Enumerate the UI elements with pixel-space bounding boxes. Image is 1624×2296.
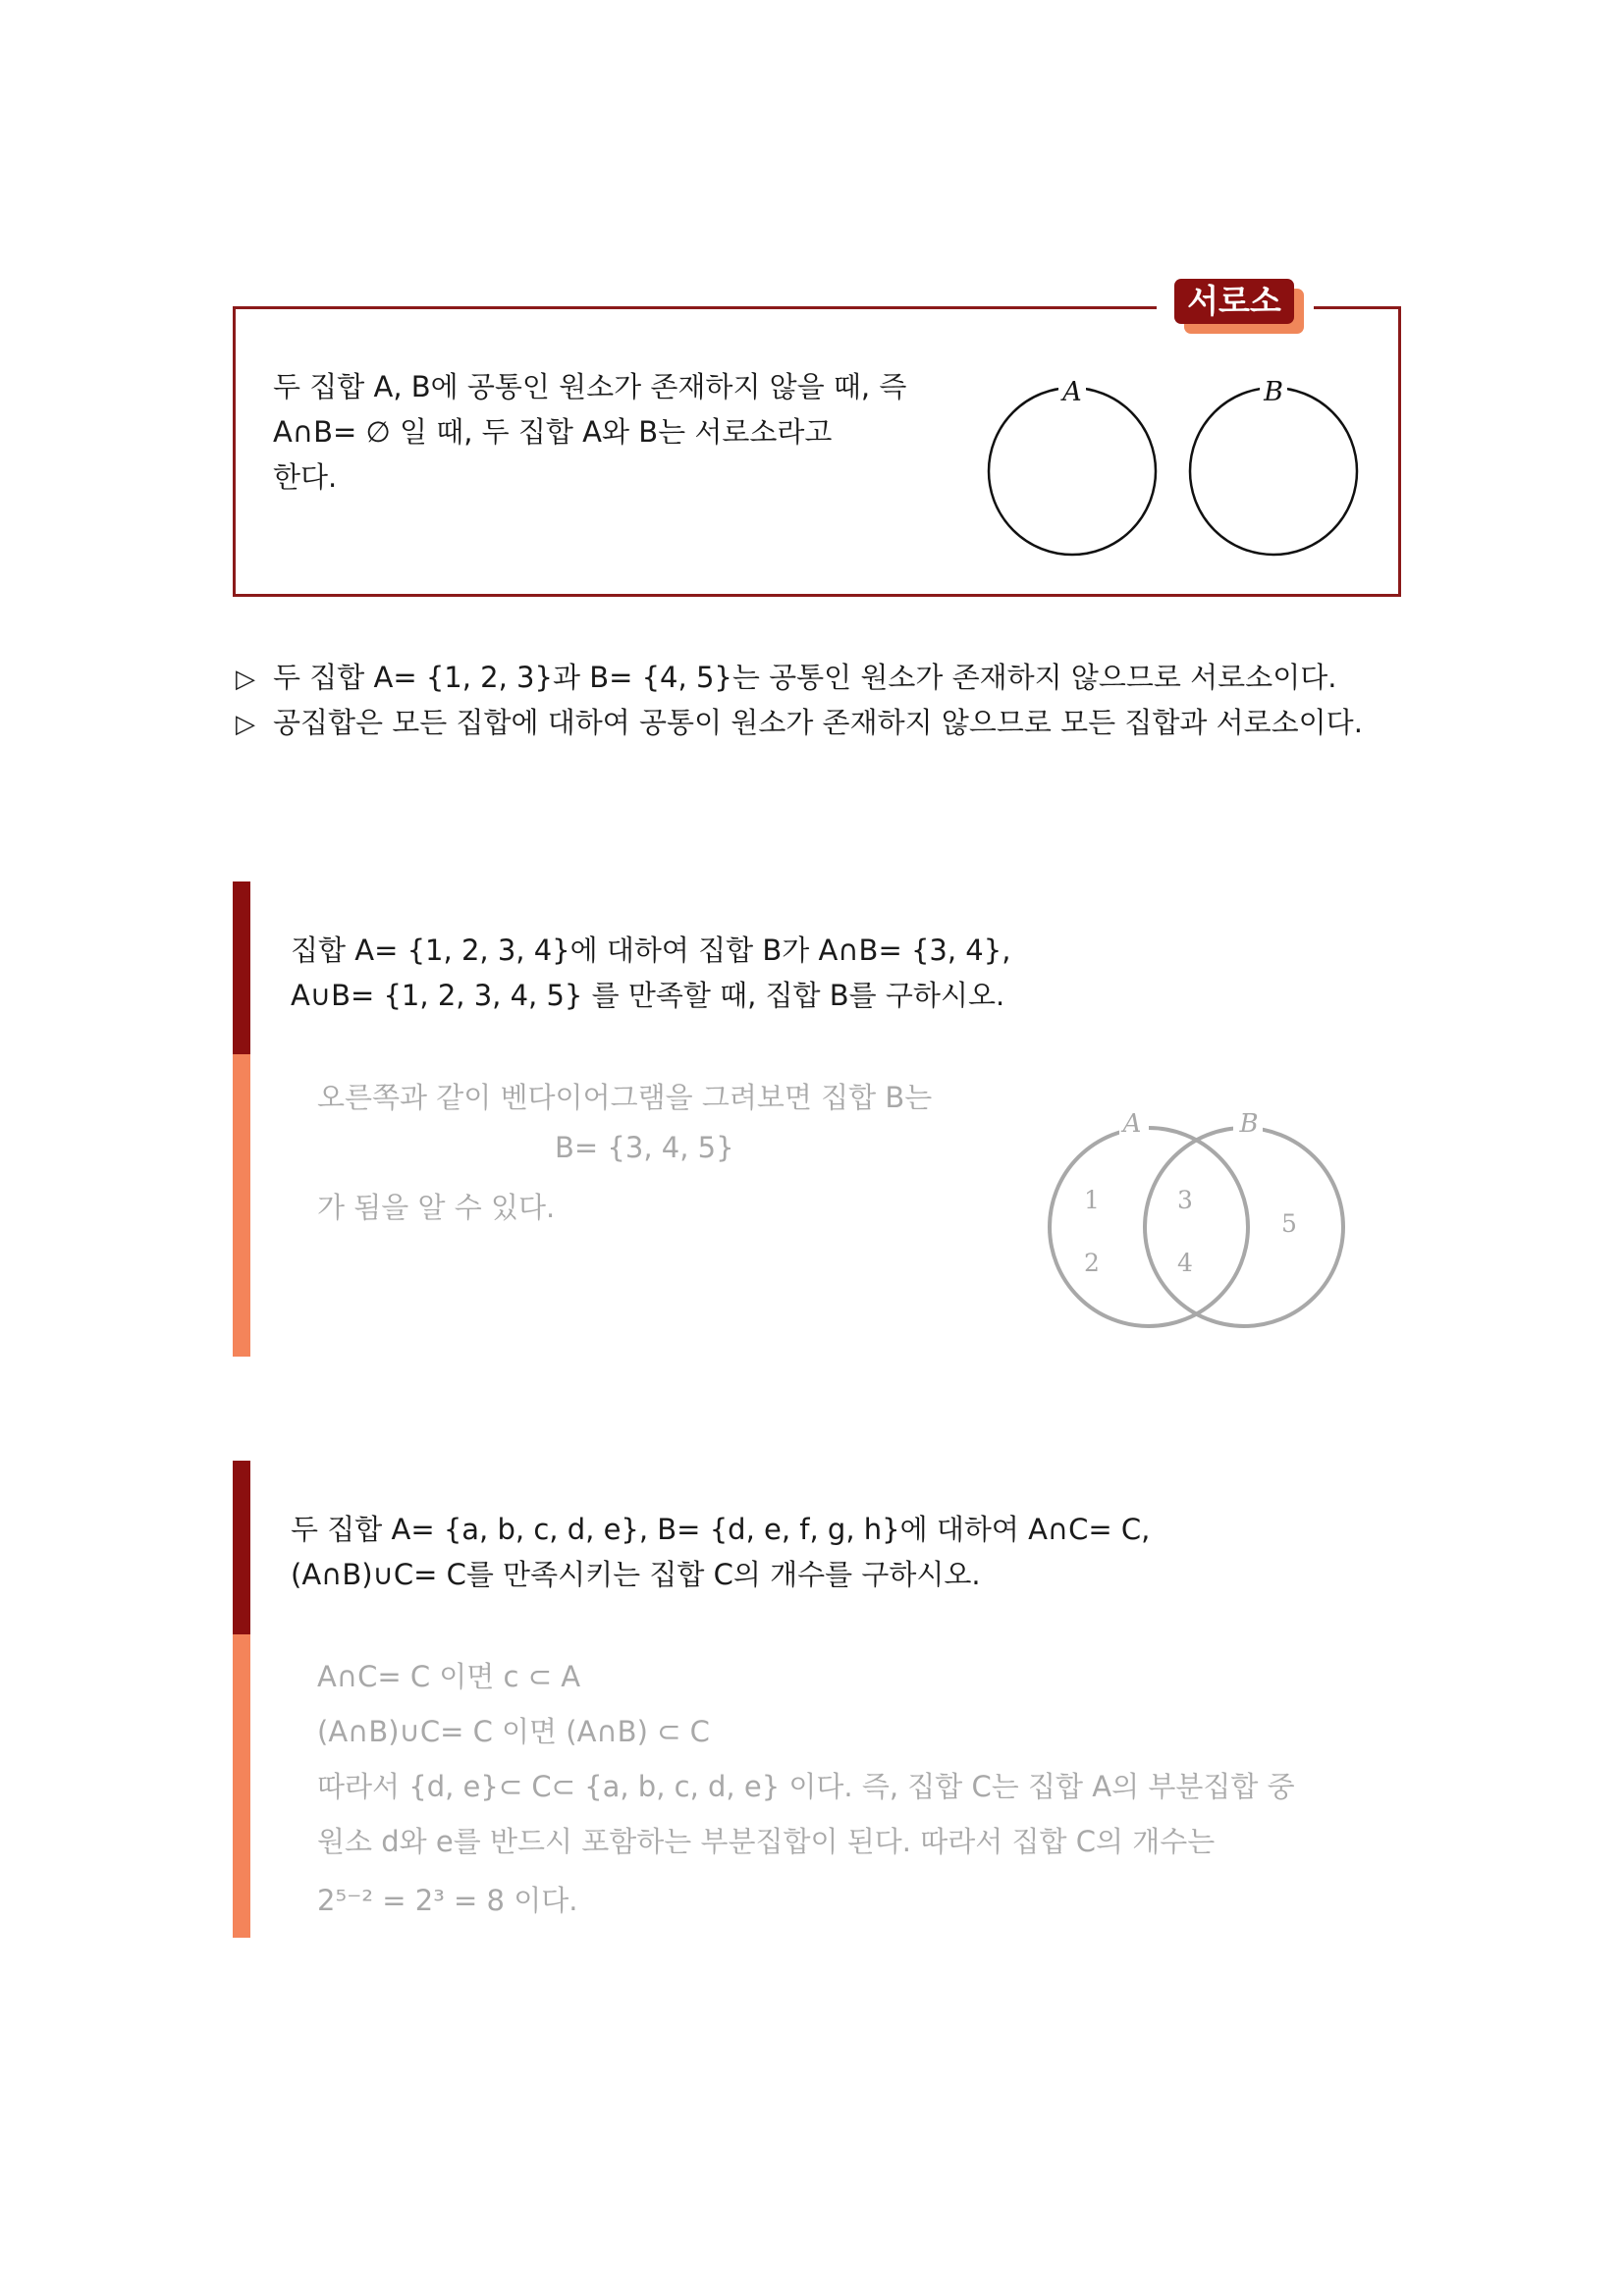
venn-label-b: B (1239, 1109, 1259, 1139)
definition-line-3: 한다. (273, 460, 338, 494)
venn-diagram (1021, 1090, 1355, 1345)
definition-line-2: A∩B= ∅ 일 때, 두 집합 A와 B는 서로소라고 (273, 415, 833, 449)
venn-circle-b (1145, 1128, 1343, 1326)
circle-b-label: B (1264, 377, 1283, 407)
problem-2-question-bar (233, 1461, 250, 1634)
triangle-bullet-icon: ▷ (236, 710, 255, 739)
circle-a-label: A (1062, 377, 1082, 407)
problem-2-solution-line-3: 따라서 {d, e}⊂ C⊂ {a, b, c, d, e} 이다. 즉, 집합 C는 집합 A의 부분집합 중 (317, 1770, 1295, 1803)
definition-line-1: 두 집합 A, B에 공통인 원소가 존재하지 않을 때, 즉 (273, 370, 907, 403)
problem-2-solution-line-5: 2⁵⁻² = 2³ = 8 이다. (317, 1884, 578, 1917)
problem-1-solution-bar (233, 1054, 250, 1357)
circle-b (1190, 388, 1357, 555)
venn-circle-a (1050, 1128, 1248, 1326)
venn-intersection-2: 4 (1177, 1249, 1193, 1277)
venn-b-only-1: 5 (1281, 1209, 1297, 1238)
problem-2-question-line-1: 두 집합 A= {a, b, c, d, e}, B= {d, e, f, g, h}에 대하여 A∩C= C, (291, 1513, 1151, 1546)
example-2-text: 공집합은 모든 집합에 대하여 공통이 원소가 존재하지 않으므로 모든 집합과 서로소이다. (273, 706, 1363, 739)
definition-tag: 서로소 (1174, 279, 1294, 324)
problem-2-question-line-2: (A∩B)∪C= C를 만족시키는 집합 C의 개수를 구하시오. (291, 1558, 981, 1591)
problem-1-question-line-2: A∪B= {1, 2, 3, 4, 5} 를 만족할 때, 집합 B를 구하시오. (291, 979, 1005, 1012)
triangle-bullet-icon: ▷ (236, 665, 255, 694)
problem-1-solution-line-2: B= {3, 4, 5} (555, 1131, 734, 1164)
example-2 (236, 701, 1363, 741)
disjoint-circles-diagram (972, 363, 1384, 569)
problem-2-solution-bar (233, 1634, 250, 1938)
venn-label-a: A (1122, 1109, 1142, 1139)
example-1-text: 두 집합 A= {1, 2, 3}과 B= {4, 5}는 공통인 원소가 존재하지 않으므로 서로소이다. (273, 661, 1337, 694)
circle-a (989, 388, 1156, 555)
problem-1-solution-line-3: 가 됨을 알 수 있다. (317, 1191, 556, 1224)
problem-2-solution-line-2: (A∩B)∪C= C 이면 (A∩B) ⊂ C (317, 1715, 710, 1748)
venn-intersection-1: 3 (1177, 1186, 1193, 1214)
problem-2-solution-line-4: 원소 d와 e를 반드시 포함하는 부분집합이 된다. 따라서 집합 C의 개수는 (317, 1825, 1216, 1858)
venn-a-only-2: 2 (1084, 1249, 1100, 1277)
venn-a-only-1: 1 (1084, 1186, 1100, 1214)
example-1 (236, 656, 1336, 696)
problem-1-question-line-1: 집합 A= {1, 2, 3, 4}에 대하여 집합 B가 A∩B= {3, 4}, (291, 934, 1011, 967)
problem-1-solution-line-1: 오른쪽과 같이 벤다이어그램을 그려보면 집합 B는 (317, 1081, 933, 1114)
problem-1-question-bar (233, 881, 250, 1054)
problem-2-solution-line-1: A∩C= C 이면 c ⊂ A (317, 1660, 581, 1693)
